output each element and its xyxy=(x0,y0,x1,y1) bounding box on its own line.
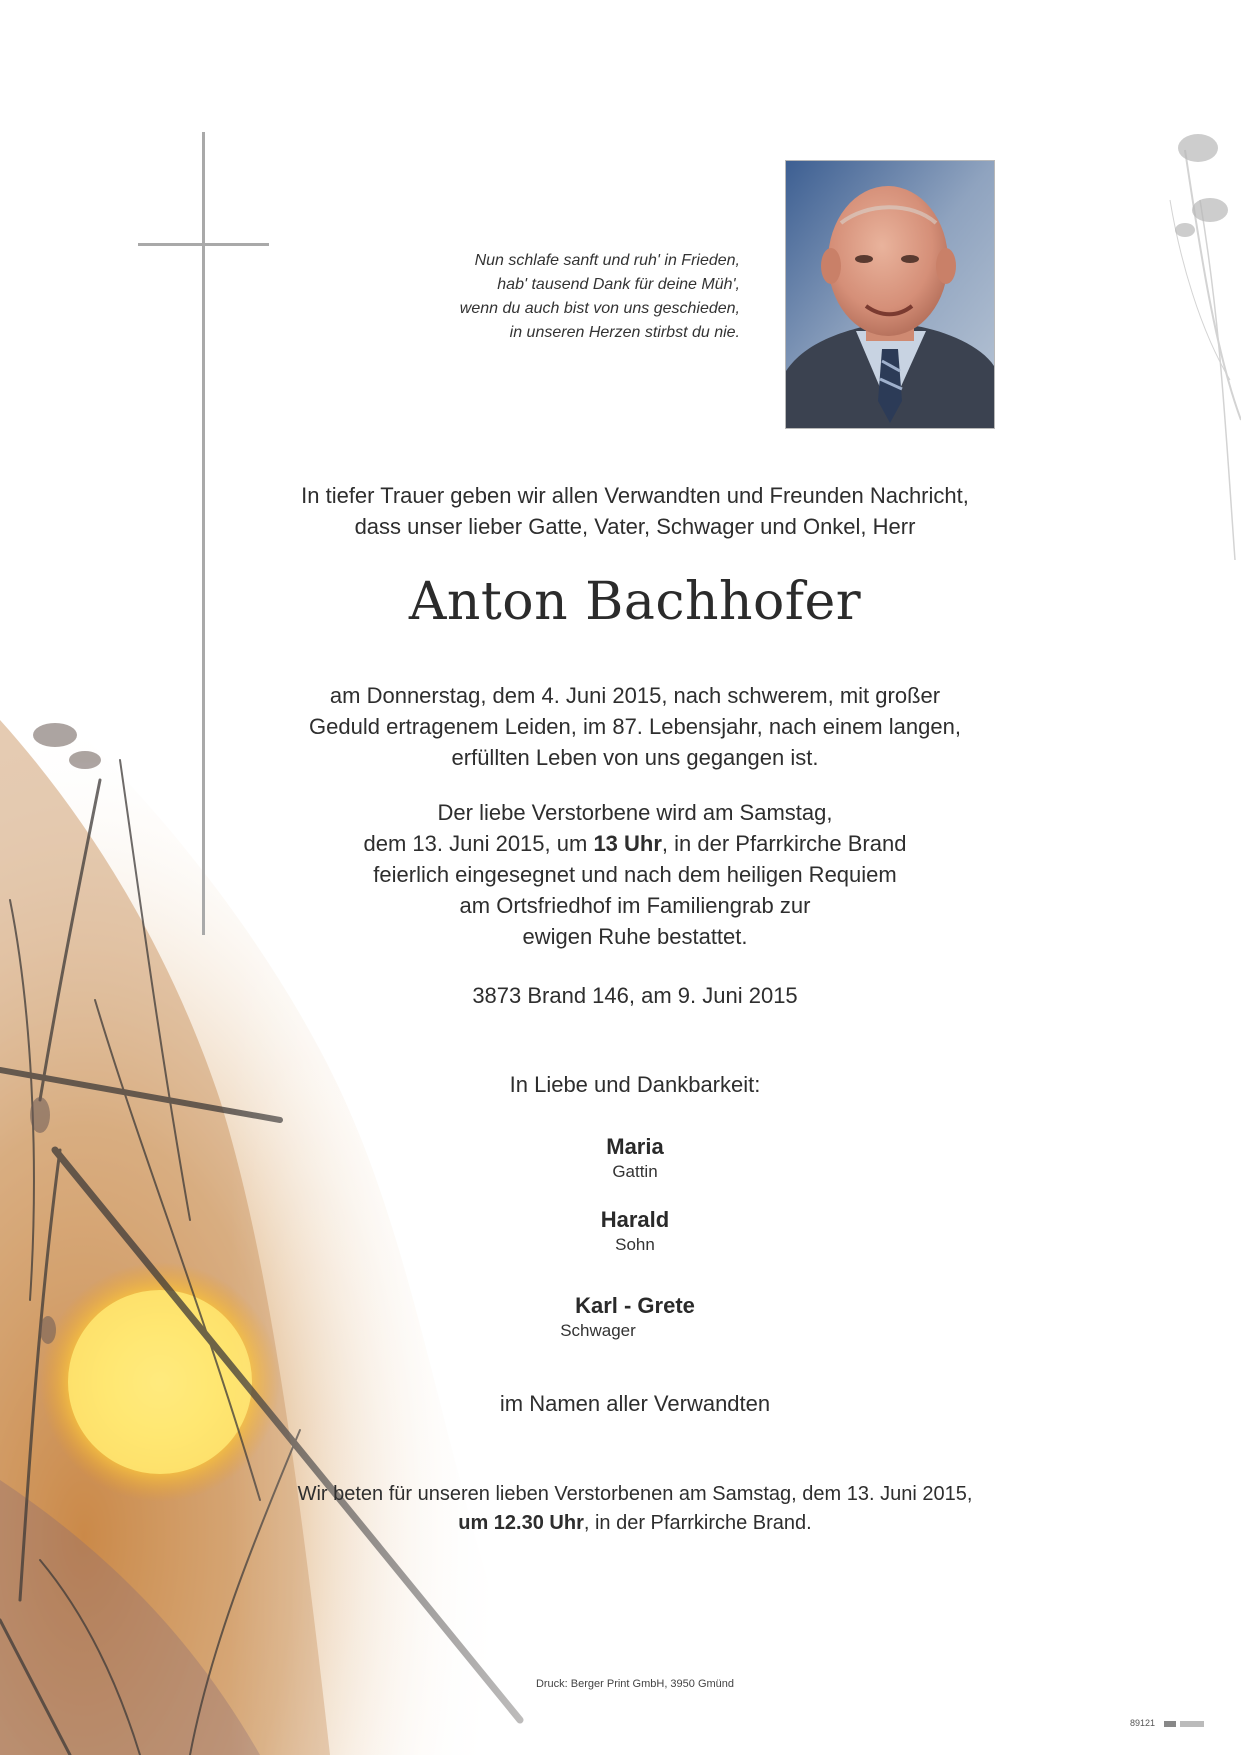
document-code xyxy=(1130,1718,1204,1728)
relative-name: Harald xyxy=(600,1207,670,1232)
prayer-line: Wir beten für unseren lieben Verstorbenen am Samstag, dem 13. Juni 2015, xyxy=(297,1483,973,1505)
death-notice-line: Geduld ertragenem Leiden, im 87. Lebensjahr, nach einem langen, xyxy=(309,714,961,739)
poem-line: Nun schlafe sanft und ruh' in Frieden, xyxy=(474,252,740,269)
poem-line: hab' tausend Dank für deine Müh', xyxy=(497,276,740,293)
printer-imprint: Druck: Berger Print GmbH, 3950 Gmünd xyxy=(535,1678,735,1690)
on-behalf-text: im Namen aller Verwandten xyxy=(499,1391,771,1416)
funeral-line: ewigen Ruhe bestattet. xyxy=(522,924,748,949)
cross-horizontal-bar xyxy=(138,243,269,246)
prayer-text: , in der Pfarrkirche Brand. xyxy=(583,1512,812,1534)
funeral-line: feierlich eingesegnet und nach dem heiligen Requiem xyxy=(373,862,897,887)
poem-line: in unseren Herzen stirbst du nie. xyxy=(509,324,740,341)
relative-role: Gattin xyxy=(612,1162,658,1181)
relative-entry xyxy=(0,1292,1241,1342)
deceased-name: Anton Bachhofer xyxy=(408,572,862,632)
intro-line: dass unser lieber Gatte, Vater, Schwager und Onkel, Herr xyxy=(354,514,916,539)
intro-text xyxy=(0,480,1241,542)
relative-entry xyxy=(0,1206,1241,1256)
funeral-text: dem 13. Juni 2015, um xyxy=(363,831,594,856)
poem xyxy=(380,249,740,345)
closing-text: In Liebe und Dankbarkeit: xyxy=(509,1072,761,1097)
portrait-photo xyxy=(785,160,995,429)
funeral-details xyxy=(0,797,1241,952)
funeral-line: Der liebe Verstorbene wird am Samstag, xyxy=(437,800,833,825)
death-notice-line: am Donnerstag, dem 4. Juni 2015, nach schwerem, mit großer xyxy=(329,683,941,708)
death-notice xyxy=(0,680,1241,773)
intro-line: In tiefer Trauer geben wir allen Verwandten und Freunden Nachricht, xyxy=(301,483,969,508)
prayer-notice xyxy=(0,1480,1241,1538)
prayer-line xyxy=(0,1509,1241,1538)
funeral-line: am Ortsfriedhof im Familiengrab zur xyxy=(459,893,811,918)
relative-role: Sohn xyxy=(615,1235,655,1254)
relative-name: Maria xyxy=(606,1134,664,1159)
poem-line: wenn du auch bist von uns geschieden, xyxy=(459,300,740,317)
place-date: 3873 Brand 146, am 9. Juni 2015 xyxy=(472,983,798,1008)
relative-role: Schwager xyxy=(560,1321,636,1340)
document-code-number: 89121 xyxy=(1130,1718,1156,1728)
funeral-text: , in der Pfarrkirche Brand xyxy=(661,831,907,856)
prayer-time: um 12.30 Uhr xyxy=(458,1512,584,1534)
relative-entry xyxy=(0,1133,1241,1183)
relative-name: Karl - Grete xyxy=(575,1293,695,1318)
death-notice-line: erfüllten Leben von uns gegangen ist. xyxy=(451,745,819,770)
funeral-time: 13 Uhr xyxy=(593,831,662,856)
printer-logo-icon xyxy=(1164,1721,1204,1727)
funeral-line xyxy=(0,828,1241,859)
